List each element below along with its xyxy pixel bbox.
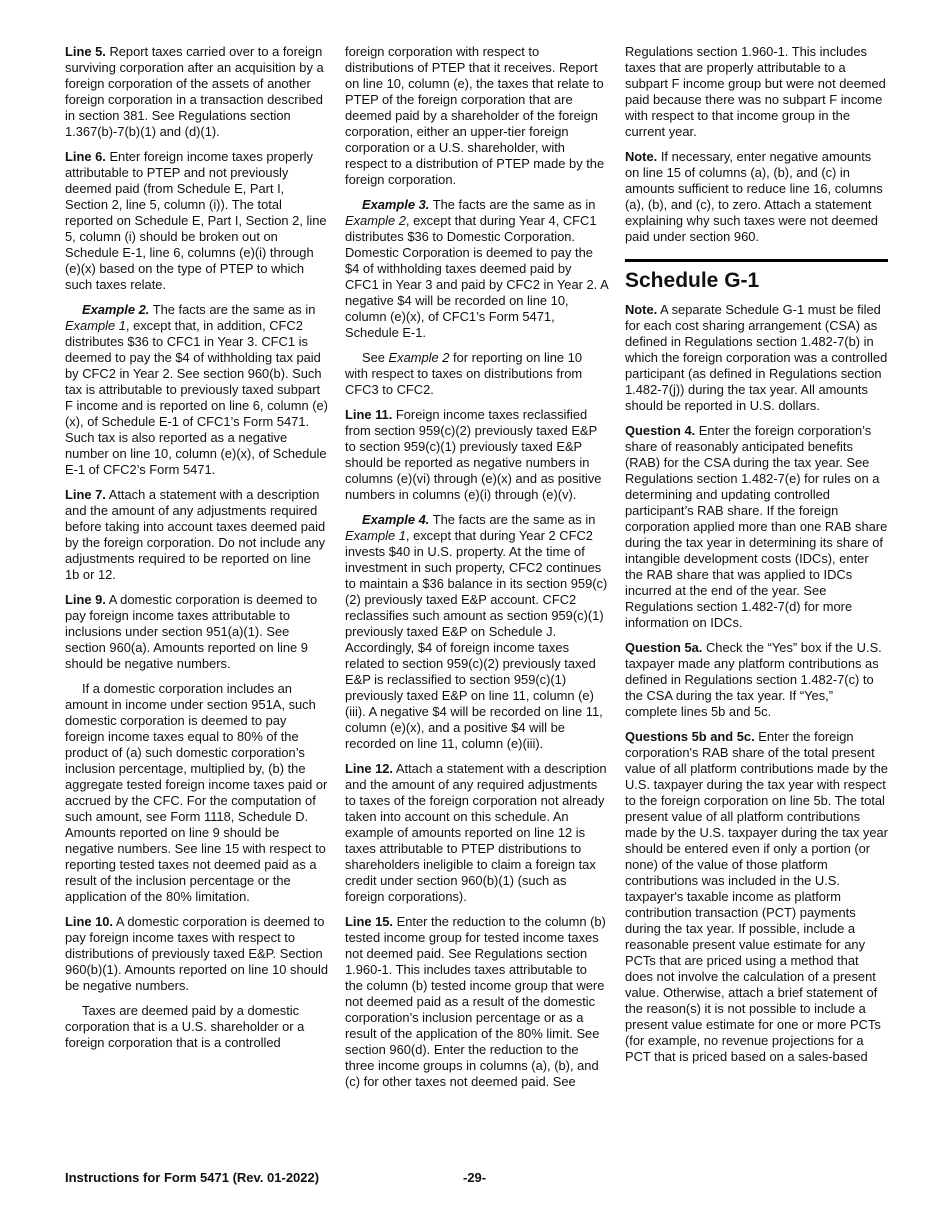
example-2-reference: Example 1 xyxy=(65,318,126,333)
question-5a-text: Check the “Yes” box if the U.S. taxpayer made any platform contributions as defined in Regulations section 1.482-7(c) to the CSA during the tax year. If “Yes,” complete lines 5b and 5c. xyxy=(625,640,882,719)
see-text-b: for reporting on line 10 with respect to taxes on distributions from CFC3 to CFC2. xyxy=(345,350,583,397)
questions-5b-5c-text: Enter the foreign corporation's RAB share of the total present value of all platform contributions made by the U.S. taxpayer during the tax year with respect to the foreign corporation on line 5b. The total present value of all platform contributions made by the U.S. taxpayer during the tax year should be entered even if only a portion (or none) of the value of those platform contributions was included in the U.S. taxpayer's taxable income as platform contribution transaction (PCT) payments during the tax year. If possible, include a reasonable present value estimate for any PCTs that are priced using a method that does not involve the calculation of a present value. Otherwise, attach a brief statement of the reason(s) it is not possible to include a present value estimate for one or more PCTs (for example, no revenue projections for a PCT that is priced based on a sales-based xyxy=(625,729,888,1064)
example-2-text-a: The facts are the same as in xyxy=(152,302,316,317)
example-2-paragraph xyxy=(65,302,328,478)
line-6-text: Enter foreign income taxes properly attributable to PTEP and not previously deemed paid (from Schedule E, Part I, Section 2, line 5, column (i)). The total reported on Schedule E, Part I, Section 2, line 5, column (i) should be broken out on Schedule E-1, line 6, columns (e)(i) through (e)(x) based on the type of PTEP to which such taxes relate. xyxy=(65,149,327,292)
line-15-label: Line 15. xyxy=(345,914,394,929)
question-5a-label: Question 5a. xyxy=(625,640,703,655)
example-2-text-b: , except that, in addition, CFC2 distributes $36 to CFC1 in Year 3. CFC1 is deemed to pay the $4 of withholding tax paid by CFC2 in Year 2. See section 960(b). Such tax is attributable to previously taxed subpart F income and is reported on line 6, column (e)(x), of Schedule E-1 of CFC1’s Form 5471. Such tax is also reported as a negative number on line 10, column (e)(x), of Schedule E-1 of CFC2’s Form 5471. xyxy=(65,318,328,477)
line-11-paragraph xyxy=(345,407,608,503)
line-7-label: Line 7. xyxy=(65,487,106,502)
line-7-paragraph xyxy=(65,487,328,583)
line-9-text: A domestic corporation is deemed to pay foreign income taxes attributable to inclusions under section 951(a)(1). See section 960(a). Amounts reported on line 9 should be negative numbers. xyxy=(65,592,318,671)
question-4-paragraph xyxy=(625,423,888,631)
question-5a-paragraph xyxy=(625,640,888,720)
line-11-text: Foreign income taxes reclassified from section 959(c)(2) previously taxed E&P to section 959(c)(1) previously taxed E&P should be reported as negative numbers in columns (e)(vi) through (e)(x) and as positive numbers in columns (e)(i) through (e)(v). xyxy=(345,407,602,502)
line-7-text: Attach a statement with a description and the amount of any adjustments required before taking into account taxes deemed paid by the foreign corporation. Do not include any adjustments required to be reported on line 1b or 12. xyxy=(65,487,326,582)
example-4-reference: Example 1 xyxy=(345,528,406,543)
see-reference: Example 2 xyxy=(388,350,450,365)
example-3-text-b: , except that during Year 4, CFC1 distributes $36 to Domestic Corporation. Domestic Corporation is deemed to pay the $4 of withholding taxes deemed paid by CFC1 in Year 3 and paid by CFC2 in Year 2. A negative $4 will be recorded on line 10, column (e)(x), of CFC1’s Form 5471, Schedule E-1. xyxy=(345,213,608,340)
line-12-paragraph xyxy=(345,761,608,905)
example-3-paragraph xyxy=(345,197,608,341)
line-5-label: Line 5. xyxy=(65,44,106,59)
schedule-g1-heading: Schedule G-1 xyxy=(625,269,760,292)
continued-paragraph: Regulations section 1.960-1. This includes taxes that are properly attributable to a subpart F income group but were not deemed paid because there was no subpart F income with respect to that income group in the current year. xyxy=(625,44,886,139)
note-text: If necessary, enter negative amounts on line 15 of columns (a), (b), and (c) in amounts sufficient to reduce line 16, columns (a), (b), and (c), to zero. Attach a statement explaining why such taxes were not deemed paid under section 960. xyxy=(625,149,883,244)
note-label: Note. xyxy=(625,149,658,164)
column-left xyxy=(65,44,328,1060)
continued-paragraph: foreign corporation with respect to distributions of PTEP that it receives. Report on line 10, column (e), the taxes that relate to PTEP of the foreign corporation that are deemed paid by a shareholder of the foreign corporation, either an upper-tier foreign corporation or a U.S. shareholder, with respect to a distribution of PTEP made by the foreign corporation. xyxy=(345,44,605,187)
example-3-reference: Example 2 xyxy=(345,213,406,228)
line-5-text: Report taxes carried over to a foreign surviving corporation after an acquisition by a foreign corporation of the assets of another foreign corporation in a transaction described in section 381. See Regulations section 1.367(b)-7(b)(1) and (d)(1). xyxy=(65,44,324,139)
line-10-text: A domestic corporation is deemed to pay foreign income taxes with respect to distributions of previously taxed E&P. Section 960(b)(1). Amounts reported on line 10 should be negative numbers. xyxy=(65,914,328,993)
line-12-text: Attach a statement with a description and the amount of any required adjustments to taxes of the foreign corporation not already taken into account on this schedule. An example of amounts reported on line 12 is taxes attributable to PTEP distributions to shareholders ineligible to claim a foreign tax credit under section 960(b)(1) (such as foreign corporations). xyxy=(345,761,607,904)
example-4-text-b: , except that during Year 2 CFC2 invests $40 in U.S. property. At the time of investment in such property, CFC2 continues to maintain a $36 balance in its section 959(c)(2) previously taxed E&P account. CFC2 reclassifies such amount as section 959(c)(1) previously taxed E&P on Schedule J. Accordingly, $4 of foreign income taxes related to section 959(c)(2) previously taxed E&P is reclassified to section 959(c)(1) previously taxed E&P on line 11, column (e)(iii). A negative $4 will be recorded on line 11, column (e)(x), and a positive $4 will be recorded on line 11, column (e)(iii). xyxy=(345,528,608,751)
line-15-text: Enter the reduction to the column (b) tested income group for tested income taxes not deemed paid. See Regulations section 1.960-1. This includes taxes attributable to the column (b) tested income group that were not deemed paid as a result of the domestic corporation’s inclusion percentage or as a result of the application of the 80% limit. See section 960(d). Enter the reduction to the three income groups in columns (a), (b), and (c) for other taxes not deemed paid. See xyxy=(345,914,606,1089)
column-right xyxy=(625,44,888,1074)
question-4-text: Enter the foreign corporation’s share of reasonably anticipated benefits (RAB) for the CSA during the tax year. See Regulations section 1.482-7(e) for rules on a determining and updating controlled participant’s RAB share. If the foreign corporation applied more than one RAB share during the tax year in determining its share of intangible development costs (IDCs), enter the RAB share that was applied to IDCs incurred at the end of the year. See Regulations section 1.482-7(d) for more information on IDCs. xyxy=(625,423,888,630)
line-11-label: Line 11. xyxy=(345,407,393,422)
line-9-label: Line 9. xyxy=(65,592,106,607)
example-4-label: Example 4. xyxy=(362,512,430,527)
see-example-paragraph xyxy=(345,350,608,398)
example-4-text-a: The facts are the same as in xyxy=(432,512,596,527)
note-paragraph xyxy=(625,149,888,245)
line-9-second-paragraph: If a domestic corporation includes an amount in income under section 951A, such domestic corporation is deemed to pay foreign income taxes equal to 80% of the product of (a) such domestic corporation’s inclusion percentage, multiplied by, (b) the aggregate tested foreign income taxes paid or accrued by the CFC. For the computation of such amount, see Form 1118, Schedule D. Amounts reported on line 9 should be negative numbers. See line 15 with respect to reporting tested taxes not deemed paid as a result of the inclusion percentage or the application of the 80% limitation. xyxy=(65,681,328,904)
questions-5b-5c-paragraph xyxy=(625,729,888,1065)
line-10-label: Line 10. xyxy=(65,914,114,929)
section-divider xyxy=(625,259,888,262)
question-4-label: Question 4. xyxy=(625,423,696,438)
line-9-paragraph xyxy=(65,592,328,672)
example-3-label: Example 3. xyxy=(362,197,430,212)
line-6-label: Line 6. xyxy=(65,149,106,164)
g1-note-paragraph xyxy=(625,302,888,414)
example-3-text-a: The facts are the same as in xyxy=(432,197,596,212)
footer-form-title: Instructions for Form 5471 (Rev. 01-2022) xyxy=(65,1170,320,1185)
see-text-a: See xyxy=(362,350,385,365)
line-5-paragraph xyxy=(65,44,328,140)
line-10-second-paragraph: Taxes are deemed paid by a domestic corporation that is a U.S. shareholder or a foreign corporation that is a controlled xyxy=(65,1003,305,1050)
example-4-paragraph xyxy=(345,512,608,752)
line-15-paragraph xyxy=(345,914,608,1090)
line-6-paragraph xyxy=(65,149,328,293)
example-2-label: Example 2. xyxy=(82,302,150,317)
page-footer xyxy=(65,1170,888,1188)
column-middle xyxy=(345,44,608,1099)
page-number: -29- xyxy=(463,1170,487,1185)
line-12-label: Line 12. xyxy=(345,761,394,776)
g1-note-text: A separate Schedule G-1 must be filed for each cost sharing arrangement (CSA) as defined in Regulations section 1.482-7(b) in which the foreign corporation was a controlled participant (as defined in Regulations section 1.482-7(j)) during the tax year. All amounts should be reported in U.S. dollars. xyxy=(625,302,888,413)
questions-5b-5c-label: Questions 5b and 5c. xyxy=(625,729,755,744)
line-10-paragraph xyxy=(65,914,328,994)
g1-note-label: Note. xyxy=(625,302,658,317)
